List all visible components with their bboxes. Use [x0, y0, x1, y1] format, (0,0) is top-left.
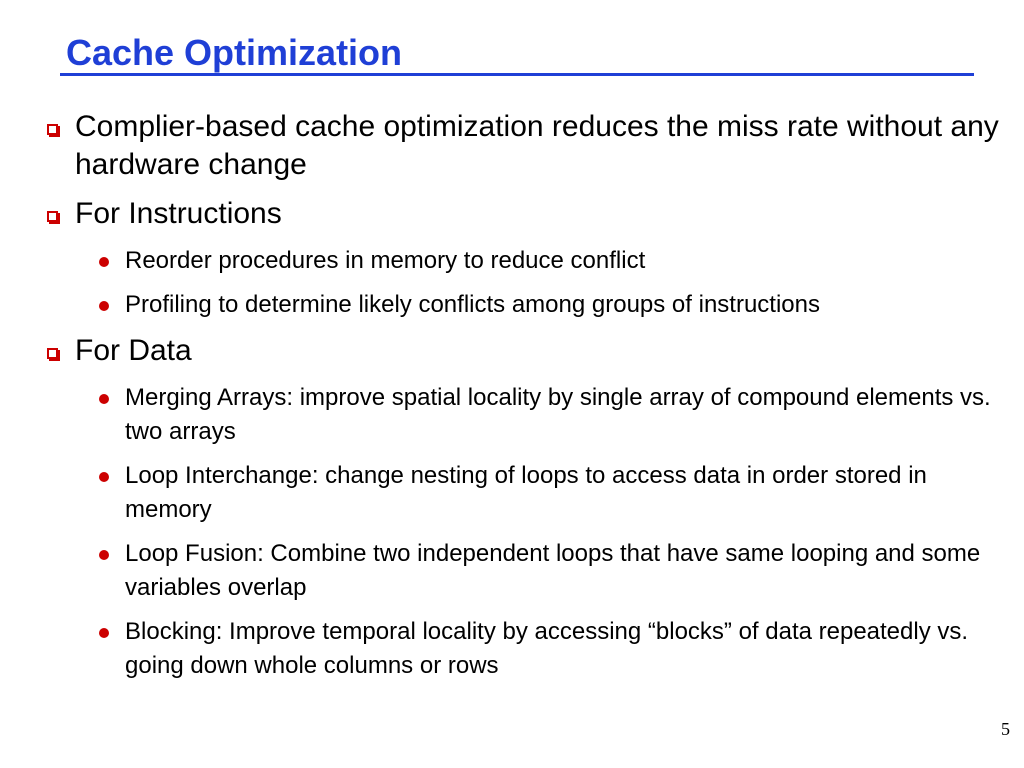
slide-title: Cache Optimization — [66, 32, 403, 73]
sub-bullet-text: Loop Fusion: Combine two independent loops that have same looping and some variables overlap — [125, 540, 981, 601]
bullet-item — [40, 108, 1000, 184]
hollow-square-bullet-icon — [47, 124, 58, 135]
sub-bullet-list — [40, 381, 1000, 683]
sub-bullet-list — [40, 244, 1000, 322]
filled-circle-bullet-icon — [99, 472, 109, 482]
filled-circle-bullet-icon — [99, 394, 109, 404]
sub-bullet-item — [40, 244, 1000, 278]
filled-circle-bullet-icon — [99, 628, 109, 638]
filled-circle-bullet-icon — [99, 301, 109, 311]
sub-bullet-text: Reorder procedures in memory to reduce conflict — [125, 247, 646, 274]
bullet-list — [40, 108, 1000, 693]
filled-circle-bullet-icon — [99, 257, 109, 267]
sub-bullet-item — [40, 381, 1000, 449]
sub-bullet-text: Blocking: Improve temporal locality by accessing “blocks” of data repeatedly vs. going down whole columns or rows — [125, 618, 969, 679]
sub-bullet-item — [40, 537, 1000, 605]
bullet-text: For Data — [75, 334, 192, 367]
sub-bullet-text: Profiling to determine likely conflicts among groups of instructions — [125, 291, 820, 318]
bullet-text: Complier-based cache optimization reduces the miss rate without any hardware change — [75, 110, 999, 181]
page-number: 5 — [1001, 719, 1010, 739]
bullet-text: For Instructions — [75, 197, 282, 230]
sub-bullet-item — [40, 459, 1000, 527]
bullet-item — [40, 195, 1000, 233]
filled-circle-bullet-icon — [99, 550, 109, 560]
hollow-square-bullet-icon — [47, 211, 58, 222]
sub-bullet-text: Merging Arrays: improve spatial locality by single array of compound elements vs. two arrays — [125, 384, 991, 445]
sub-bullet-text: Loop Interchange: change nesting of loops to access data in order stored in memory — [125, 462, 927, 523]
hollow-square-bullet-icon — [47, 348, 58, 359]
sub-bullet-item — [40, 615, 1000, 683]
bullet-item — [40, 332, 1000, 370]
sub-bullet-item — [40, 288, 1000, 322]
title-underline — [60, 73, 974, 76]
